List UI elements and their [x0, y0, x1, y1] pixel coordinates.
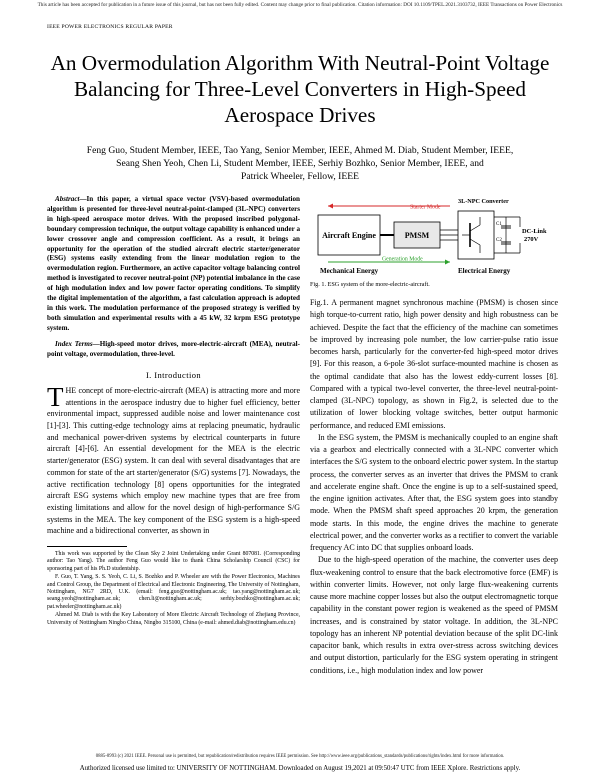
- authors-line-3: Patrick Wheeler, Fellow, IEEE: [241, 171, 359, 182]
- converter-label: 3L-NPC Converter: [458, 198, 509, 205]
- author-list: [40, 144, 560, 183]
- right-column: [310, 195, 558, 677]
- index-terms-text: —High-speed motor drives, more-electric-aircraft (MEA), neutral-point voltage, overmodulation, three-level.: [47, 339, 300, 358]
- index-terms-label: Index Terms: [55, 339, 93, 348]
- index-terms: [47, 340, 300, 360]
- electrical-energy-label: Electrical Energy: [458, 267, 511, 275]
- journal-header: IEEE POWER ELECTRONICS REGULAR PAPER: [47, 24, 173, 30]
- dc-link-label: DC-Link: [522, 228, 547, 235]
- footnote-affiliation-2: Ahmed M. Diab is with the Key Laboratory of More Electric Aircraft Technology of Zhejiang Province, University of Nottingham Ningbo China, Ningbo 315100, China (e-mail: ahmed.diab@nottingham.edu.cn): [47, 612, 300, 626]
- footnotes: [47, 551, 300, 627]
- section-heading-introduction: I. Introduction: [145, 369, 202, 380]
- starter-mode-label: Starter Mode: [410, 204, 441, 211]
- right-paragraph-1: Fig.1. A permanent magnet synchronous machine (PMSM) is chosen since high torque-to-current ratio, high power density and high robustness can be achieved. Despite the fact that the efficiency of the machine can sometimes be improved by increasing pole number, the low carrier-pulse ratio issue becomes harsh, particularly for the converter-fed high-speed motor drives [9]. For this reason, a 6-pole 36-slot surface-mounted machine is chosen as the optimal candidate that also has the lowest eddy-current losses [8]. Compared with a typical two-level converter, the three-level neutral-point-clamped (3L-NPC) topology, as shown in Fig.2, is selected due to the utilization of lower blocking voltage switches, better output harmonic performance, and reduced EMI emissions.: [310, 298, 558, 430]
- paper-title: An Overmodulation Algorithm With Neutral-Point Voltage Balancing for Three-Level Converters in High-Speed Aerospace Drives: [50, 51, 550, 127]
- capacitor-c2-label: C2: [496, 238, 502, 243]
- authors-line-2: Seang Shen Yeoh, Chen Li, Student Member, IEEE, Serhiy Bozhko, Senior Member, IEEE, and: [116, 158, 484, 169]
- drop-cap: T: [47, 381, 64, 412]
- generation-mode-arrowhead: [445, 260, 450, 265]
- footnote-funding: This work was supported by the Clean Sky 2 Joint Undertaking under Grant 807081. (Corresponding author: Tao Yang). The author Feng Guo would like to thank China Scholarship Council (CSC) for sponsoring part of his Ph.D studentship.: [47, 551, 300, 572]
- abstract-text: —In this paper, a virtual space vector (VSV)-based overmodulation algorithm is presented for three-level neutral-point-clamped (3L-NPC) converters in high-speed aerospace motor drives. With the proposed inscribed polygonal-boundary compression technique, the output voltage capability is enhanced under a lower crossover angle and compression coefficient. As a result, it brings an opportunity for the operation of the studied aircraft electric starter/generator (ESG) systems easily extending from the linear modulation region to the overmodulation region. Furthermore, an active capacitor voltage balancing control method is investigated to recover neutral-point (NP) potential imbalance in the case of high modulation index and low power factor operating conditions. To simplify the digital implementation of the algorithm, a fast calculation approach is adopted in this work. The modulation performance of the proposed strategy is verified by both simulation and experimental results with a 45 kW, 32 krpm ESG prototype system.: [47, 195, 300, 332]
- esg-diagram: [310, 195, 558, 277]
- footnote-divider: [47, 546, 127, 547]
- intro-paragraph-1: [47, 381, 300, 537]
- right-paragraph-3: Due to the high-speed operation of the machine, the converter uses deep flux-weakening control to ensure that the back electromotive force (EMF) is within converter limits. However, not only large flux-weakening currents cause more machine copper losses but also the output electromagnetic torque capability in the constant power region is weakened as the speed of PMSM increases, and is constrained by stator voltage. In addition, the 3L-NPC topology has an inherent NP potential deviation because of the split DC-link capacitor bank, which results in extra over-stress across switching devices and output distortion, particularly for the ESG system operating in stringent conditions, i.e., high modulation index and low power: [310, 555, 558, 675]
- left-column: [47, 195, 300, 628]
- pmsm-label: PMSM: [404, 231, 430, 240]
- starter-mode-arrowhead: [328, 204, 333, 209]
- mechanical-energy-label: Mechanical Energy: [320, 267, 379, 275]
- right-paragraph-2: In the ESG system, the PMSM is mechanically coupled to an engine shaft via a gearbox and electrically connected with a 3L-NPC converter which interfaces the S/G system to the onboard electric power system. In the startup process, the converter serves as an inverter that drives the PMSM to crank and accelerate engine shaft. Once the engine is up to a self-sustained speed, the engine ignition activates. After that, the ESG system goes into standby mode. When the PMSM shaft speed approaches 20 krpm, the generation mode starts. In this mode, the engine drives the machine to generate electrical power, and the converter works as a rectifier to convert the variable frequency AC into DC that supplies onboard loads.: [310, 432, 558, 553]
- authors-line-1: Feng Guo, Student Member, IEEE, Tao Yang, Senior Member, IEEE, Ahmed M. Diab, Student Member, IEEE,: [86, 145, 514, 156]
- top-publication-notice: This article has been accepted for publication in a future issue of this journal, but has not been fully edited. Content may change prior to final publication. Citation information: DOI 10.1109/TPEL.2021.3103732, IEEE Transactions on Power Electronics: [37, 2, 563, 8]
- abstract-label: Abstract: [55, 195, 80, 203]
- dc-voltage-label: 270V: [524, 236, 539, 243]
- intro-paragraph-1-text: HE concept of more-electric-aircraft (MEA) is attracting more and more attentions in the aerospace industry due to higher fuel efficiency, better environmental impact, suppressed audible noise and lower maintenance cost [1]-[3]. This cutting-edge technology aims at replacing pneumatic, hydraulic and mechanical power-driven systems by electrical counterparts in future aircraft [4]-[6]. An essential development for the MEA is the electric starter/generator (ESG) system. It can deal with several disadvantages that are common for state of the art starter/generator (S/G) systems [7]. Nowadays, the active rectification technology [8] opens opportunities for the integrated aircraft ESG systems which employ new machine types that are free from existing limitations and allow for the novel design of high-performance S/G systems in the MEA. The key component of the ESG system is a high-speed machine and a bidirectional converter, as shown in: [47, 385, 300, 536]
- generation-mode-label: Generation Mode: [382, 256, 423, 263]
- copyright-notice: 0885-8993 (c) 2021 IEEE. Personal use is permitted, but republication/redistribution requires IEEE permission. See http://www.ieee.org/publications_standards/publications/rights/index.html for more information.: [95, 754, 505, 759]
- authorized-use-notice: Authorized licensed use limited to: UNIVERSITY OF NOTTINGHAM. Downloaded on August 19,2021 at 09:50:47 UTC from IEEE Xplore. Restrictions apply.: [79, 765, 521, 772]
- capacitor-c1-label: C1: [496, 222, 502, 227]
- figure-1-caption: Fig. 1. ESG system of the more-electric-aircraft.: [310, 281, 430, 288]
- abstract: [47, 195, 300, 334]
- figure-esg-system: [310, 195, 558, 277]
- aircraft-engine-label: Aircraft Engine: [322, 231, 376, 240]
- footnote-affiliation-1: F. Guo, T. Yang, S. S. Yeoh, C. Li, S. Bozhko and P. Wheeler are with the Power Electronics, Machines and Control Group, the Department of Electrical and Electronic Engineering, The University of Nottingham, Nottingham, NG7 2RD, U.K. (email: feng.guo@nottingham.ac.uk; tao.yang@nottingham.ac.uk; seang.yeoh@nottingham.ac.uk; chen.li@nottingham.ac.uk; serhiy.bozhko@nottingham.ac.uk; pat.wheeler@nottingham.ac.uk): [47, 574, 300, 610]
